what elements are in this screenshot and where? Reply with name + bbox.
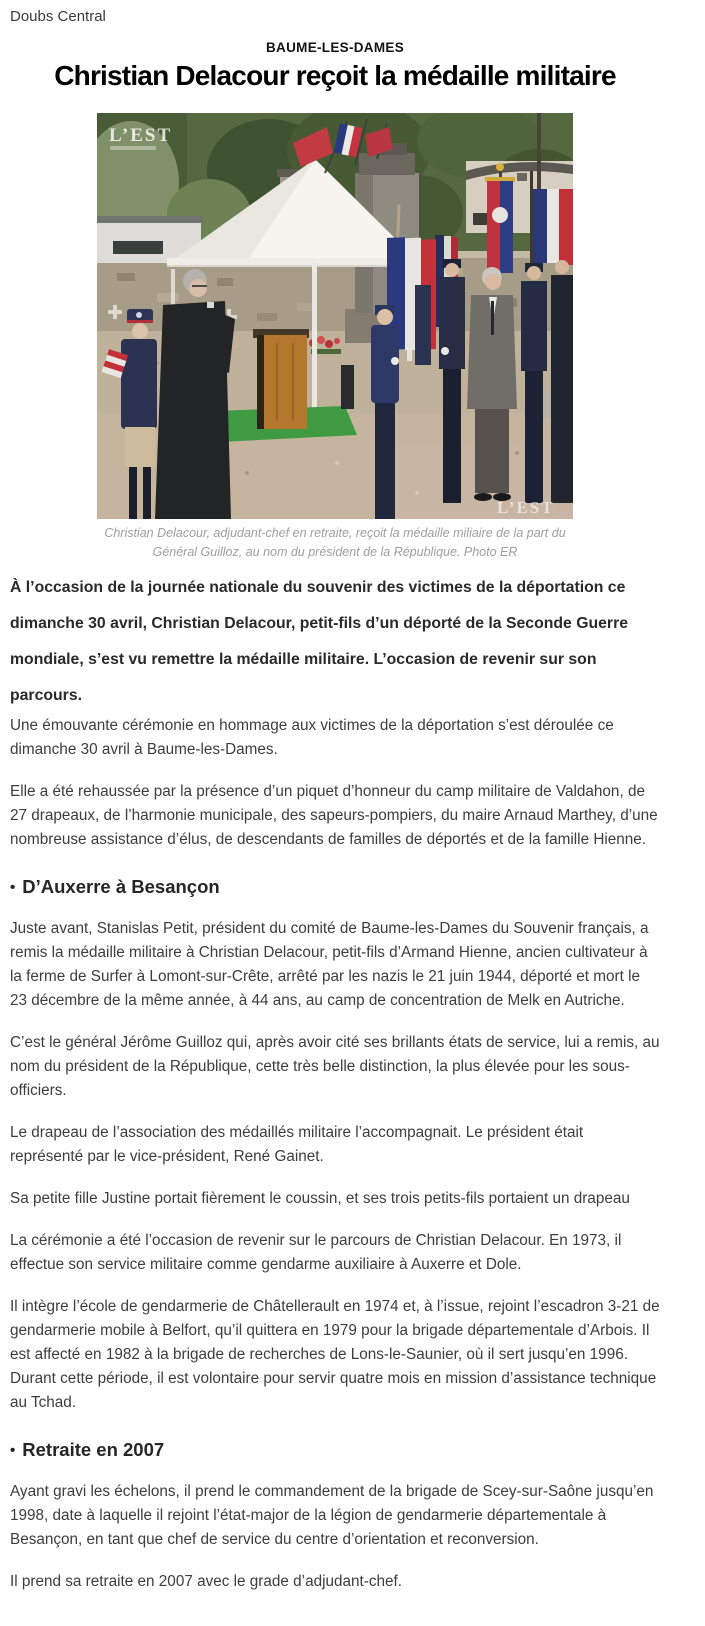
article-paragraph: La cérémonie a été l’occasion de revenir sur le parcours de Christian Delacour. En 1973, il effectue son service militaire comme gendarme auxiliaire à Auxerre et Dole. xyxy=(10,1232,622,1273)
ceremony-photo xyxy=(97,113,573,519)
article-figure xyxy=(97,113,573,562)
article-paragraph: Le drapeau de l’association des médaillés militaire l’accompagnait. Le président était représenté par le vice-président, René Gainet. xyxy=(10,1124,584,1165)
site-link[interactable]: Doubs Central xyxy=(10,8,106,25)
article-paragraph: Ayant gravi les échelons, il prend le commandement de la brigade de Scey-sur-Saône jusqu’en 1998, date à laquelle il rejoint l’état-major de la légion de gendarmerie départementale à Besançon, en tant que chef de service du centre d’orientation et reconversion. xyxy=(10,1483,654,1548)
svg-text:L’EST: L’EST xyxy=(497,498,555,517)
section-heading-label: Retraite en 2007 xyxy=(22,1439,165,1460)
man-delacour xyxy=(155,269,235,519)
section-heading-auxerre xyxy=(10,876,660,899)
article-paragraph: Il prend sa retraite en 2007 avec le grade d’adjudant-chef. xyxy=(10,1573,403,1590)
bullet-icon: • xyxy=(10,1442,16,1459)
article-paragraph: C’est le général Jérôme Guilloz qui, après avoir cité ses brillants états de service, lui a remis, au nom du président de la République, cette très belle distinction, la plus élevée pour les sous-officiers. xyxy=(10,1034,660,1099)
kicker: BAUME-LES-DAMES xyxy=(266,40,404,55)
photo-caption: Christian Delacour, adjudant-chef en retraite, reçoit la médaille miliaire de la part du Général Guilloz, au nom du président de la République. Photo ER xyxy=(104,526,566,559)
article-paragraph: Sa petite fille Justine portait fièrement le coussin, et ses trois petits-fils portaient un drapeau xyxy=(10,1190,630,1207)
article-paragraph: Il intègre l’école de gendarmerie de Châtellerault en 1974 et, à l’issue, rejoint l’escadron 3-21 de gendarmerie mobile à Belfort, qu’il quittera en 1979 pour la brigade départementale d’Arbois. Il est affecté en 1982 à la brigade de recherches de Lons-le-Saunier, où il sert jusqu’en 1996. Durant cette période, il est volontaire pour servir quatre mois en mission d’assistance technique au Tchad. xyxy=(10,1298,660,1411)
article-paragraph: Une émouvante cérémonie en hommage aux victimes de la déportation s’est déroulée ce dimanche 30 avril à Baume-les-Dames. xyxy=(10,717,614,758)
lectern xyxy=(253,329,309,429)
page-title: Christian Delacour reçoit la médaille militaire xyxy=(54,60,616,91)
article-lead: À l’occasion de la journée nationale du souvenir des victimes de la déportation ce dimanche 30 avril, Christian Delacour, petit-fils d’un déporté de la Seconde Guerre mondiale, s’est vu remettre la médaille militaire. L’occasion de revenir sur son parcours. xyxy=(10,579,628,704)
boy-flag-bearer xyxy=(371,305,399,519)
article-paragraph: Juste avant, Stanislas Petit, président du comité de Baume-les-Dames du Souvenir français, a remis la médaille militaire à Christian Delacour, petit-fils d’Armand Hienne, ancien cultivateur à la ferme de Surfer à Lomont-sur-Crête, arrêté par les nazis le 21 juin 1944, déporté et mort le 23 décembre de la même année, à 44 ans, au camp de concentration de Melk en Autriche. xyxy=(10,920,649,1009)
section-heading-label: D’Auxerre à Besançon xyxy=(22,876,220,897)
article-paragraph: Elle a été rehaussée par la présence d’un piquet d’honneur du camp militaire de Valdahon, de 27 drapeaux, de l’harmonie municipale, des sapeurs-pompiers, du maire Arnaud Marthey, d’une nombreuse assistance d’élus, de descendants de familles de déportés et de la famille Hienne. xyxy=(10,783,658,848)
svg-text:L’EST: L’EST xyxy=(109,125,173,146)
bullet-icon: • xyxy=(10,879,16,896)
section-heading-retraite xyxy=(10,1439,660,1462)
stone-bollard xyxy=(341,365,354,409)
